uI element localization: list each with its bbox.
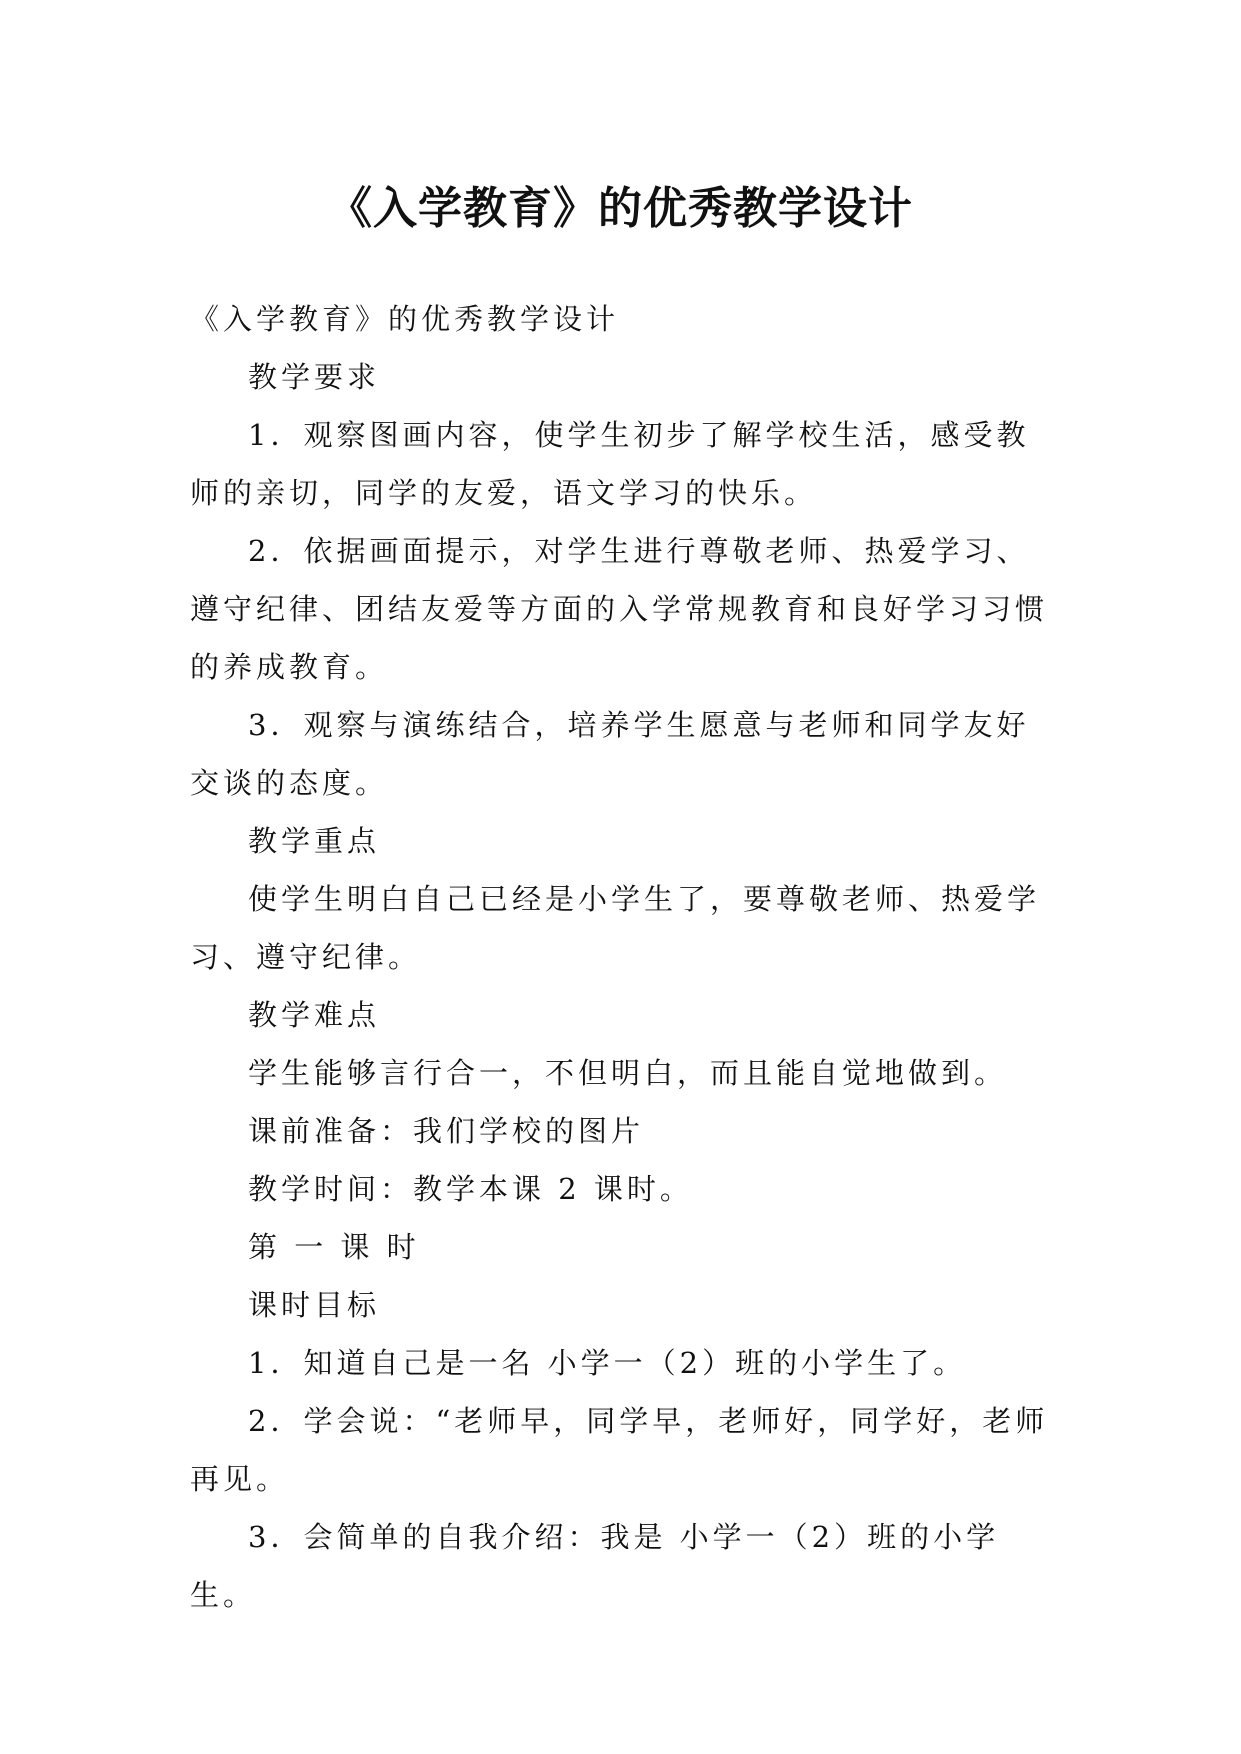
goal-item-1: 1．知道自己是一名 小学一（2）班的小学生了。 (248, 1346, 967, 1380)
difficulties-paragraph: 学生能够言行合一，不但明白，而且能自觉地做到。 (248, 1056, 1008, 1090)
requirement-item-1: 1．观察图画内容，使学生初步了解学校生活，感受教师的亲切，同学的友爱，语文学习的快乐。 (190, 418, 1030, 510)
goal-item-2: 2．学会说：“老师早，同学早，老师好，同学好，老师再见。 (190, 1404, 1049, 1496)
key-points-paragraph: 使学生明白自己已经是小学生了，要尊敬老师、热爱学习、遵守纪律。 (190, 882, 1041, 974)
section-heading-difficulties: 教学难点 (248, 998, 381, 1032)
section-heading-lesson-goals: 课时目标 (248, 1288, 381, 1322)
document-body (190, 290, 1050, 1624)
requirement-item-3: 3．观察与演练结合，培养学生愿意与老师和同学友好交谈的态度。 (190, 708, 1030, 800)
first-lesson-heading: 第 一 课 时 (248, 1230, 420, 1264)
subtitle-paragraph: 《入学教育》的优秀教学设计 (190, 302, 620, 336)
goal-item-3: 3．会简单的自我介绍：我是 小学一（2）班的小学生。 (190, 1520, 1000, 1612)
page-title: 《入学教育》的优秀教学设计 (328, 183, 913, 235)
section-heading-teaching-requirements: 教学要求 (248, 360, 381, 394)
preparation-paragraph: 课前准备：我们学校的图片 (248, 1114, 645, 1148)
requirement-item-2: 2．依据画面提示，对学生进行尊敬老师、热爱学习、遵守纪律、团结友爱等方面的入学常规教育和良好学习习惯的养成教育。 (190, 534, 1049, 684)
teaching-time-paragraph: 教学时间：教学本课 2 课时。 (248, 1172, 693, 1206)
section-heading-key-points: 教学重点 (248, 824, 381, 858)
